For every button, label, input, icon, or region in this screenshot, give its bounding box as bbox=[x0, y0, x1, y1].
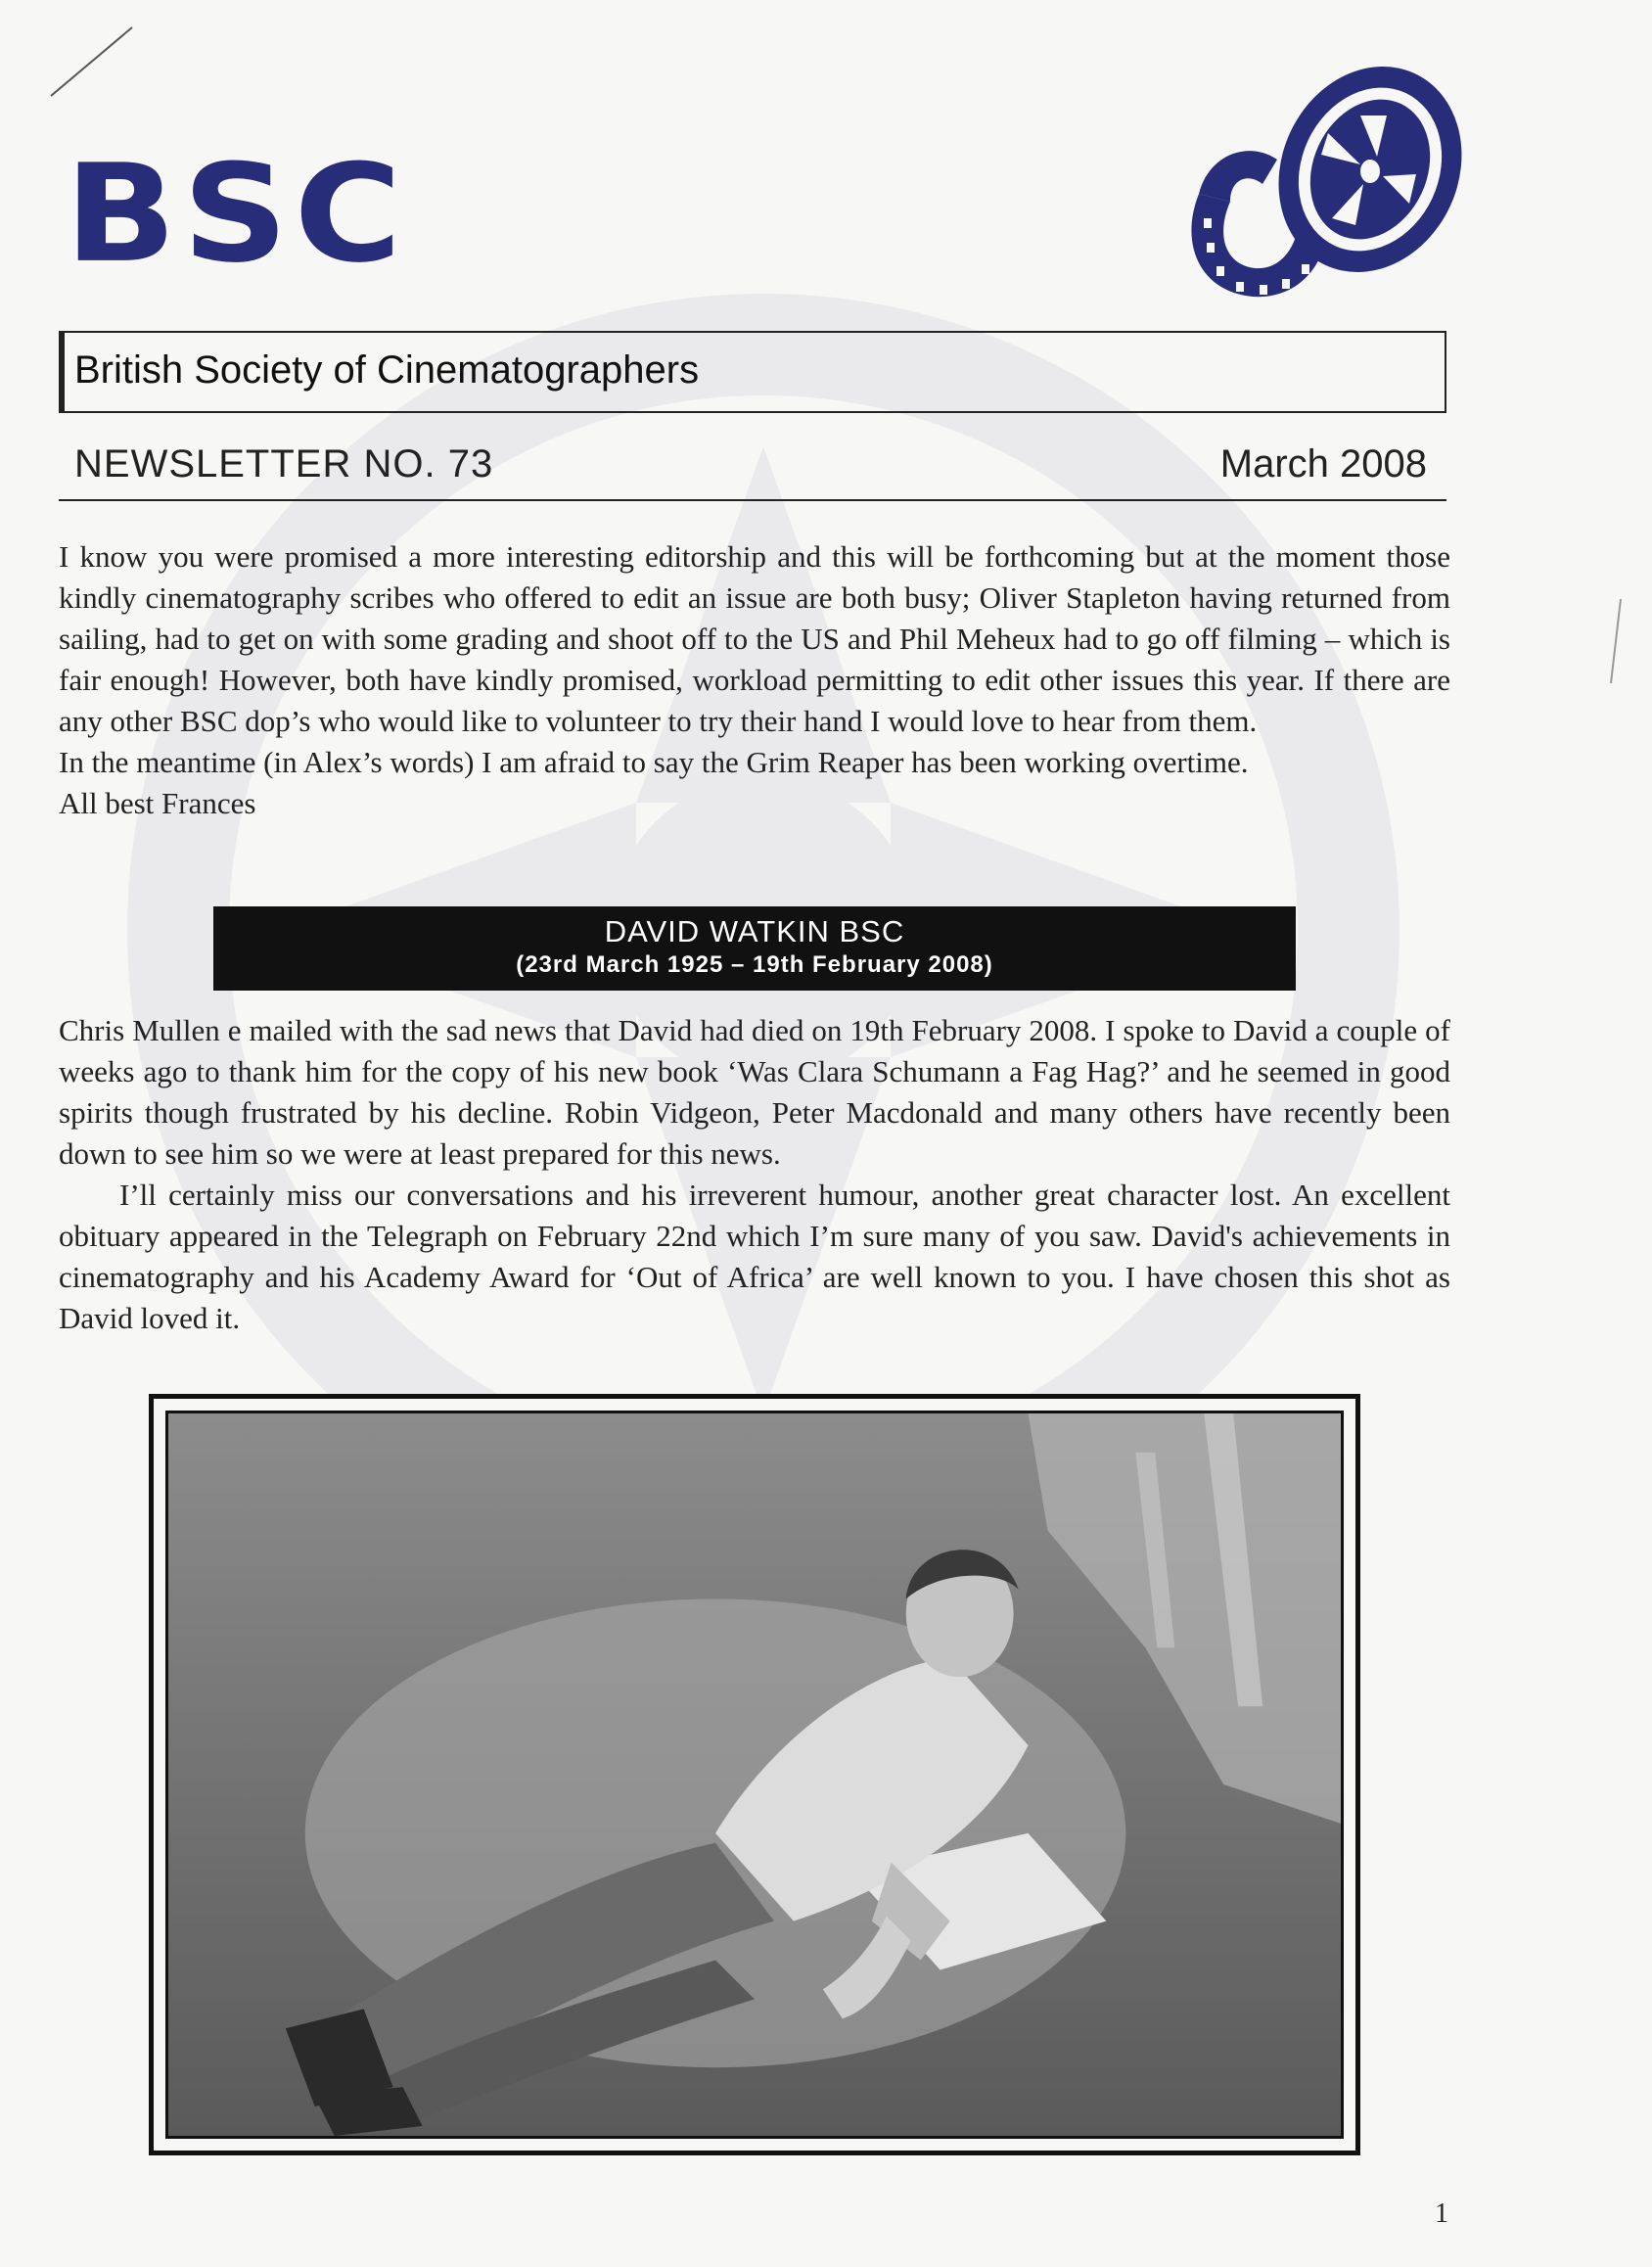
header-divider bbox=[59, 499, 1446, 501]
editor-intro bbox=[59, 536, 1450, 824]
photo-frame bbox=[149, 1394, 1360, 2155]
obituary-paragraph: I’ll certainly miss our conversations and his irreverent humour, another great character lost. An excellent obituary appeared in the Telegraph on February 22nd which I’m sure many of you saw. David's achievements in cinematography and his Academy Award for ‘Out of Africa’ are well known to you. I have chosen this shot as David loved it. bbox=[59, 1178, 1450, 1335]
issue-date: March 2008 bbox=[1219, 442, 1427, 486]
photo-illustration bbox=[168, 1413, 1341, 2136]
newsletter-number: NEWSLETTER NO. 73 bbox=[74, 442, 494, 486]
intro-signoff: All best Frances bbox=[59, 786, 256, 820]
obituary-dates: (23rd March 1925 – 19th February 2008) bbox=[516, 951, 993, 978]
society-name: British Society of Cinematographers bbox=[74, 348, 700, 392]
obituary-name: DAVID WATKIN BSC bbox=[604, 914, 905, 948]
reclining-man-photo bbox=[165, 1411, 1344, 2139]
intro-paragraph: I know you were promised a more interesting editorship and this will be forthcoming but at the moment those kindly cinematography scribes who offered to edit an issue are both busy; Oliver Stapleton having returned from sailing, had to get on with some grading and shoot off to the US and Phil Meheux had to go off filming – which is fair enough! However, both have kindly promised, workload permitting to edit other issues this year. If there are any other BSC dop’s who would like to volunteer to try their hand I would love to hear from them. bbox=[59, 539, 1450, 738]
obituary-paragraph: Chris Mullen e mailed with the sad news that David had died on 19th February 2008. I spoke to David a couple of weeks ago to thank him for the copy of his new book ‘Was Clara Schumann a Fag Hag?’ and he seemed in good spirits though frustrated by his decline. Robin Vidgeon, Peter Macdonald and many others have recently been down to see him so we were at least prepared for this news. bbox=[59, 1013, 1450, 1171]
intro-paragraph: In the meantime (in Alex’s words) I am afraid to say the Grim Reaper has been working overtime. bbox=[59, 745, 1249, 779]
pen-mark bbox=[39, 20, 147, 108]
page-scratch-mark bbox=[1605, 597, 1625, 685]
film-reel-logo-icon bbox=[1160, 47, 1463, 321]
page-number: 1 bbox=[1435, 2198, 1448, 2229]
obituary-banner bbox=[213, 906, 1296, 991]
bsc-logo-text: BSC bbox=[65, 135, 408, 294]
obituary-text bbox=[59, 1010, 1450, 1339]
